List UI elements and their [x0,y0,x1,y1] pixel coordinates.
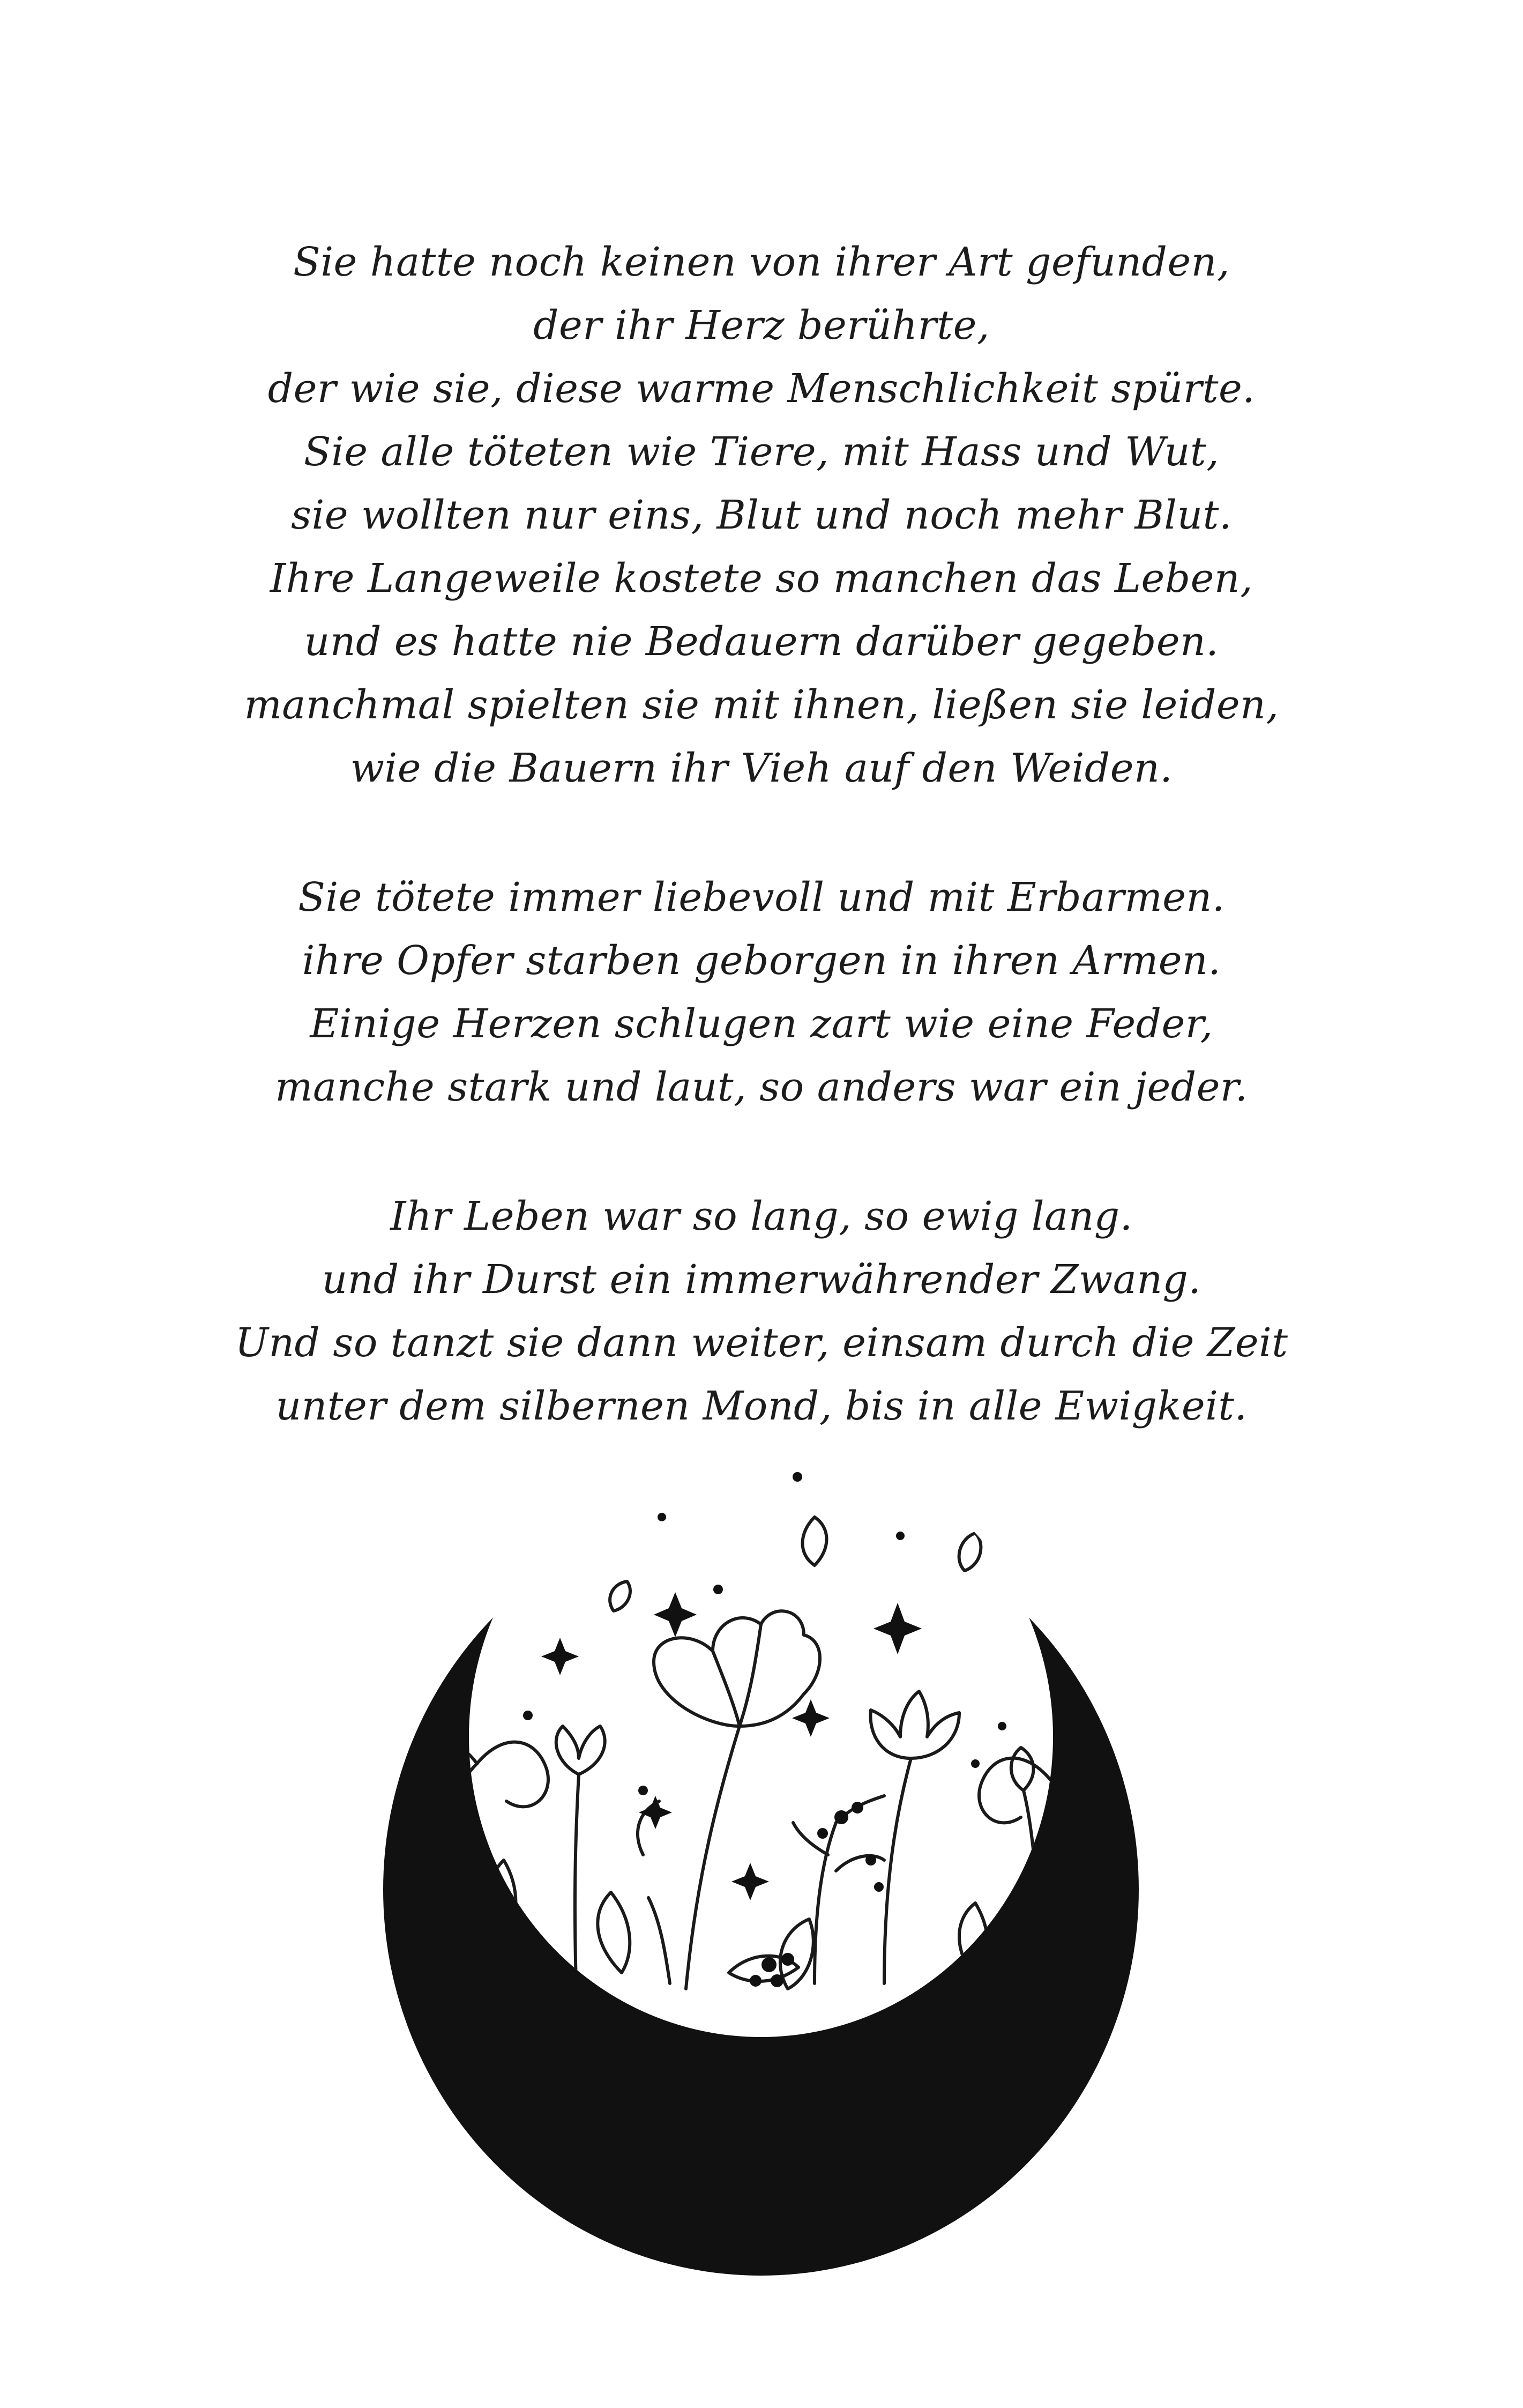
poem [0,231,1523,1438]
poem-line: Sie hatte noch keinen von ihrer Art gefunden, [293,239,1230,285]
poem-line: der wie sie, diese warme Menschlichkeit spürte. [267,366,1256,412]
poem-line: der ihr Herz berührte, [533,302,990,348]
crescent-moon [383,1504,1139,2276]
poem-line: wie die Bauern ihr Vieh auf den Weiden. [350,745,1173,791]
poem-line: Und so tanzt sie dann weiter, einsam durch die Zeit [235,1320,1288,1366]
poem-line: Ihre Langeweile kostete so manchen das Leben, [270,555,1253,601]
poem-line: sie wollten nur eins, Blut und noch mehr Blut. [291,492,1232,538]
stanza-3 [0,1185,1523,1438]
poem-line: und ihr Durst ein immerwährender Zwang. [322,1257,1201,1303]
stanza-1 [0,231,1523,800]
poem-line: Einige Herzen schlugen zart wie eine Feder, [310,1001,1213,1047]
crescent-moon-with-flowers-icon [343,1447,1179,2284]
poem-line: manche stark und laut, so anders war ein jeder. [275,1064,1248,1110]
poem-line: unter dem silbernen Mond, bis in alle Ewigkeit. [275,1383,1248,1429]
poem-line: Ihr Leben war so lang, so ewig lang. [390,1193,1133,1239]
poem-line: Sie tötete immer liebevoll und mit Erbarmen. [298,874,1225,920]
poem-line: Sie alle töteten wie Tiere, mit Hass und Wut, [303,429,1220,475]
poem-line: ihre Opfer starben geborgen in ihren Armen. [302,938,1221,984]
poem-line: manchmal spielten sie mit ihnen, ließen sie leiden, [244,682,1279,728]
poem-line: und es hatte nie Bedauern darüber gegeben. [304,619,1219,665]
stanza-2 [0,866,1523,1119]
